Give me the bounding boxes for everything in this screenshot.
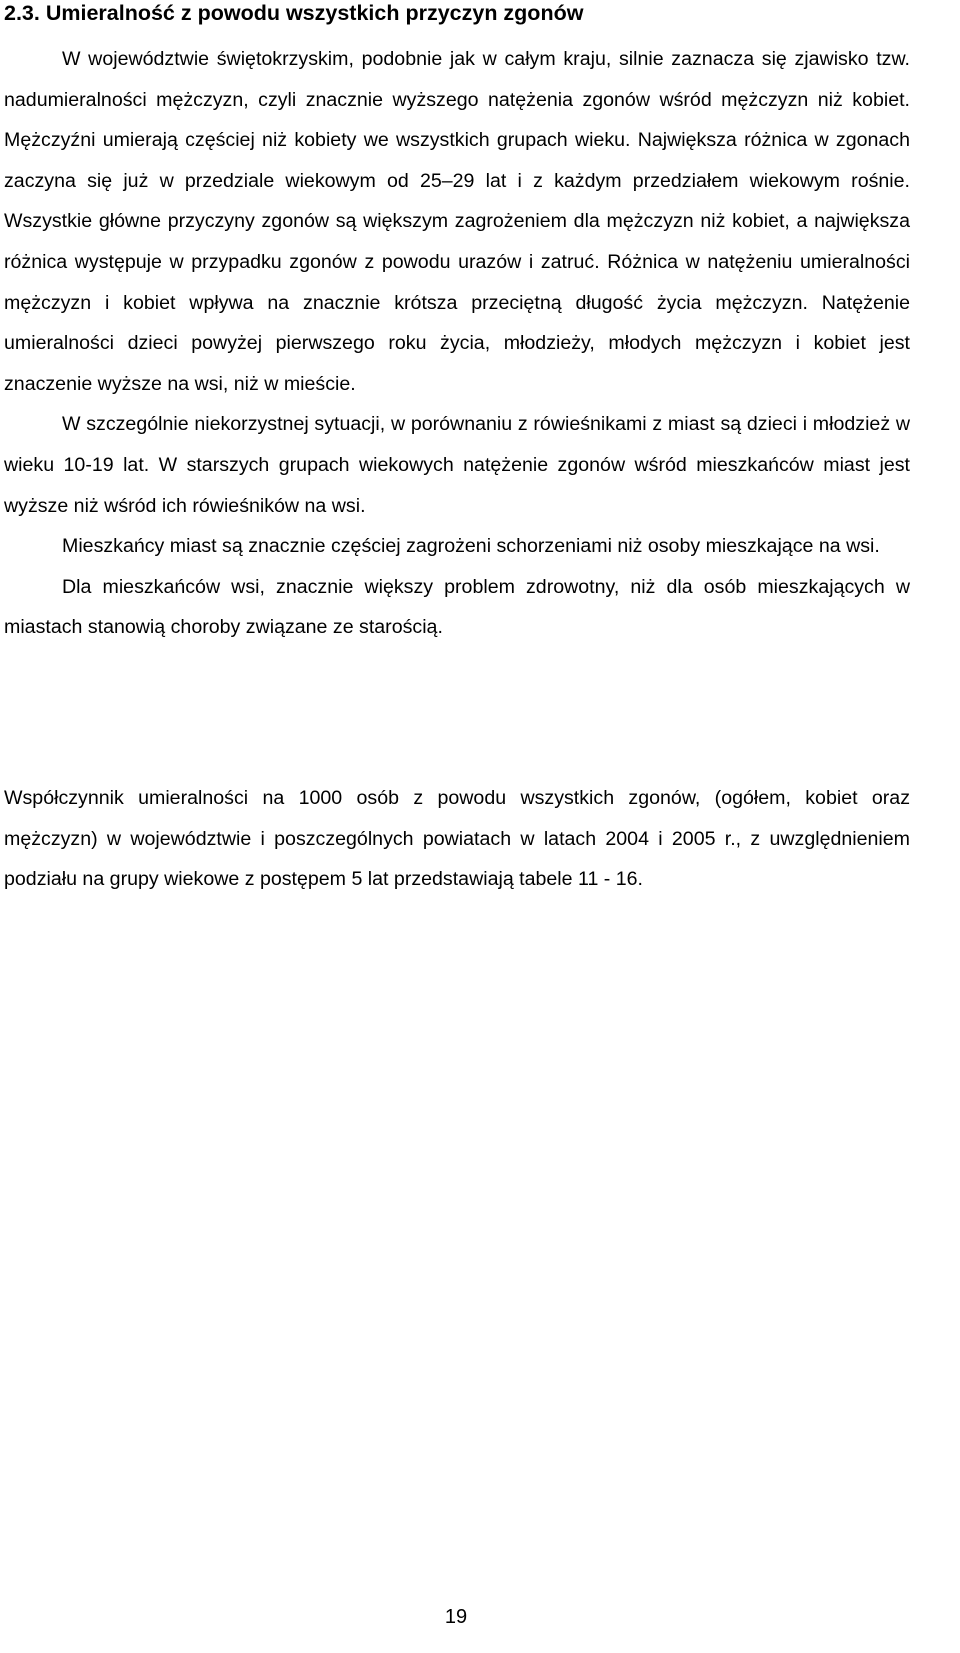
page-number: 19 [444, 1606, 468, 1628]
paragraph-tables-reference: Współczynnik umieralności na 1000 osób z powodu wszystkich zgonów, (ogółem, kobiet oraz mężczyzn) w województwie i poszczególnych powiatach w latach 2004 i 2005 r., z uwzględnieniem podziału na grupy wiekowe z postępem 5 lat przedstawiają tabele 11 - 16. [4, 787, 910, 891]
section-title: 2.3. Umieralność z powodu wszystkich przyczyn zgonów [4, 1, 584, 25]
tables-note [4, 778, 910, 900]
paragraph-dzieci-mlodziez: W szczególnie niekorzystnej sytuacji, w porównaniu z rówieśnikami z miast są dzieci i młodzież w wieku 10-19 lat. W starszych grupach wiekowych natężenie zgonów wśród mieszkańców miast jest wyższe niż wśród ich rówieśników na wsi. [4, 413, 910, 517]
paragraph-nadumieralnosc: W województwie świętokrzyskim, podobnie jak w całym kraju, silnie zaznacza się zjawisko tzw. nadumieralności mężczyzn, czyli znacznie wyższego natężenia zgonów wśród mężczyzn niż kobiet. Mężczyźni umierają częściej niż kobiety we wszystkich grupach wieku. Największa różnica w zgonach zaczyna się już w przedziale wiekowym od 25–29 lat i z każdym przedziałem wiekowym rośnie. Wszystkie główne przyczyny zgonów są większym zagrożeniem dla mężczyzn niż kobiet, a największa różnica występuje w przypadku zgonów z powodu urazów i zatruć. Różnica w natężeniu umieralności mężczyzn i kobiet wpływa na znacznie krótsza przeciętną długość życia mężczyzn. Natężenie umieralności dzieci powyżej pierwszego roku życia, młodzieży, młodych mężczyzn i kobiet jest znaczenie wyższe na wsi, niż w mieście. [4, 48, 910, 395]
paragraph-mieszkancy-miast: Mieszkańcy miast są znacznie częściej zagrożeni schorzeniami niż osoby mieszkające na wsi. [62, 535, 880, 558]
paragraph-mieszkancy-wsi: Dla mieszkańców wsi, znacznie większy problem zdrowotny, niż dla osób mieszkających w miastach stanowią choroby związane ze starością. [4, 575, 910, 639]
body-text [4, 39, 910, 648]
